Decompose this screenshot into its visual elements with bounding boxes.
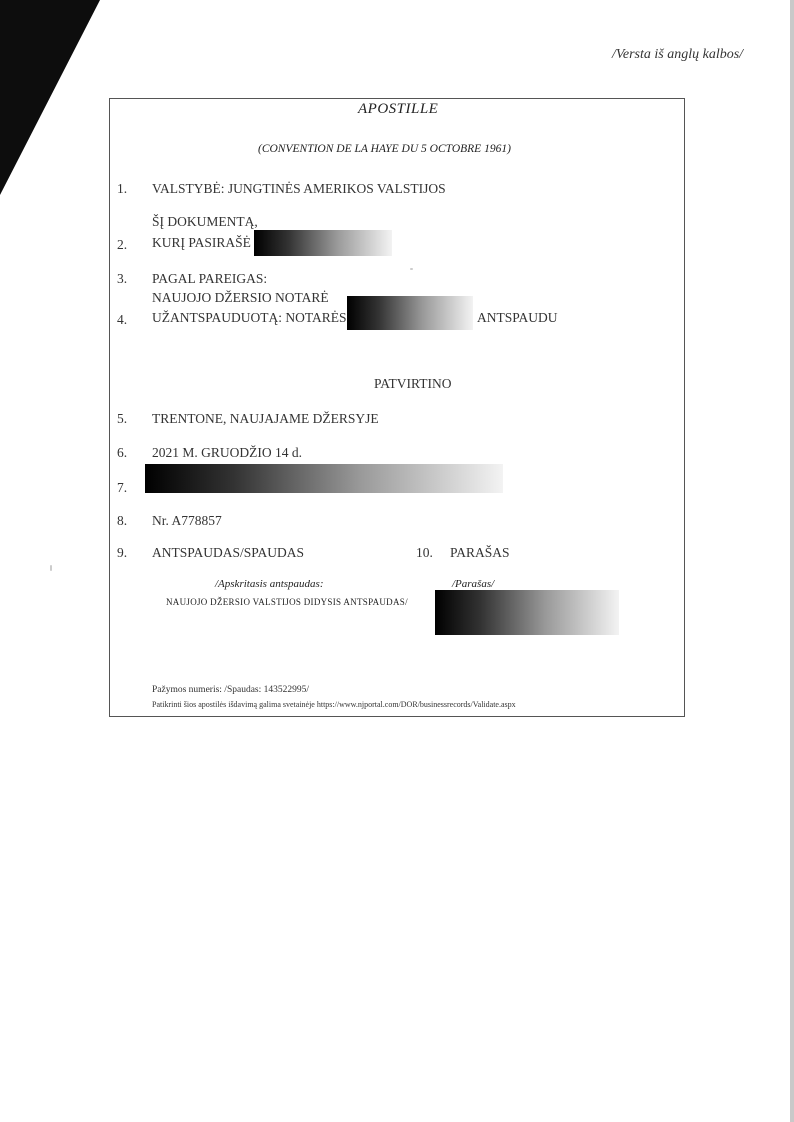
scan-speck bbox=[410, 268, 413, 270]
place-field: TRENTONE, NAUJAJAME DŽERSYJE bbox=[152, 411, 379, 426]
redaction-authority bbox=[145, 464, 503, 493]
redaction-signer bbox=[254, 230, 392, 256]
capacity-field: NAUJOJO DŽERSIO NOTARĖ bbox=[152, 290, 329, 305]
certified-heading: PATVIRTINO bbox=[374, 376, 452, 391]
document-title: APOSTILLE bbox=[358, 101, 439, 117]
country-field: VALSTYBĖ: JUNGTINĖS AMERIKOS VALSTIJOS bbox=[152, 181, 446, 196]
item-number: 1. bbox=[117, 181, 128, 196]
certificate-number: Pažymos numeris: /Spaudas: 143522995/ bbox=[152, 685, 310, 695]
item-number: 2. bbox=[117, 237, 128, 252]
scan-corner-shadow bbox=[0, 0, 100, 200]
item-number: 6. bbox=[117, 445, 128, 460]
stamp-field: ANTSPAUDAS/SPAUDAS bbox=[152, 545, 305, 560]
seal-caption: /Apskritasis antspaudas: bbox=[215, 578, 324, 590]
translation-note: /Versta iš anglų kalbos/ bbox=[612, 47, 744, 62]
date-field: 2021 M. GRUODŽIO 14 d. bbox=[152, 445, 302, 460]
signed-by-field: KURĮ PASIRAŠĖ bbox=[152, 235, 251, 250]
item-number: 7. bbox=[117, 480, 128, 495]
signature-field: PARAŠAS bbox=[450, 545, 510, 560]
verification-note: Patikrinti šios apostilės išdavimą galima svetainėje https://www.njportal.com/DOR/businessrecords/Validate.aspx bbox=[152, 700, 516, 709]
number-field: Nr. A778857 bbox=[152, 513, 222, 528]
item-number: 4. bbox=[117, 312, 128, 327]
document-label: ŠĮ DOKUMENTĄ, bbox=[152, 214, 258, 229]
redaction-signature bbox=[435, 590, 619, 635]
seal-field: UŽANTSPAUDUOTĄ: NOTARĖS bbox=[152, 310, 347, 325]
capacity-label: PAGAL PAREIGAS: bbox=[152, 271, 268, 286]
scan-edge-shadow bbox=[790, 0, 794, 1122]
seal-suffix: ANTSPAUDU bbox=[477, 310, 558, 325]
item-number: 9. bbox=[117, 545, 128, 560]
seal-text: NAUJOJO DŽERSIO VALSTIJOS DIDYSIS ANTSPAUDAS/ bbox=[166, 597, 408, 607]
item-number: 3. bbox=[117, 271, 128, 286]
item-number: 10. bbox=[416, 545, 433, 560]
redaction-notary bbox=[347, 296, 473, 330]
scan-speck bbox=[50, 565, 52, 571]
document-subtitle: (CONVENTION DE LA HAYE DU 5 OCTOBRE 1961) bbox=[258, 143, 511, 155]
item-number: 5. bbox=[117, 411, 128, 426]
item-number: 8. bbox=[117, 513, 128, 528]
signature-caption: /Parašas/ bbox=[452, 578, 495, 590]
